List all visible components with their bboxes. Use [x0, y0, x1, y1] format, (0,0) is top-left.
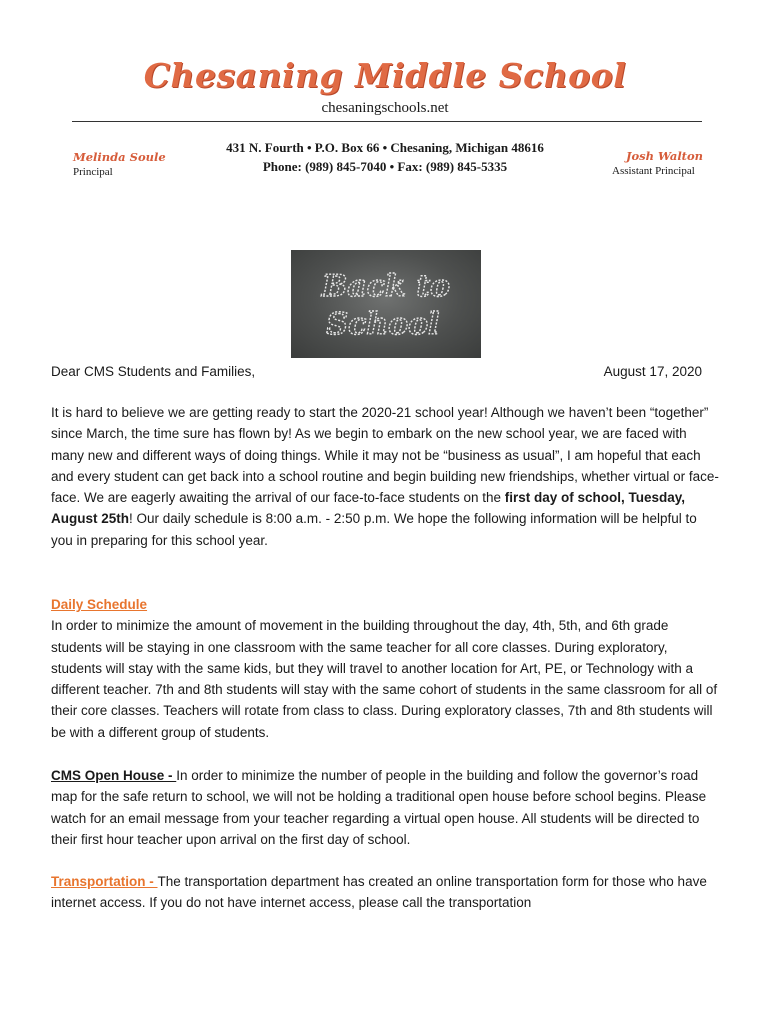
open-house-text: In order to minimize the number of people in the building and follow the governor’s road map for the safe return to school, we will not be holding a traditional open house before school begins. Please watch for an email message from your teacher regarding a virtual open house. All students will be directed to their first hour teacher upon arrival on the first day of school. — [51, 768, 707, 847]
transportation-paragraph — [51, 871, 721, 914]
transportation-heading: Transportation - — [51, 874, 158, 889]
principal-title: Principal — [73, 166, 113, 178]
school-website: chesaningschools.net — [321, 100, 449, 116]
intro-paragraph — [51, 402, 721, 551]
chalkboard-line-2: School — [326, 307, 440, 342]
school-name: Chesaning Middle School — [143, 56, 627, 95]
open-house-heading: CMS Open House - — [51, 768, 177, 783]
daily-schedule-section — [51, 594, 721, 743]
back-to-school-chalkboard-image — [291, 250, 481, 358]
school-address: 431 N. Fourth • P.O. Box 66 • Chesaning, Michigan 48616 — [226, 140, 544, 155]
transportation-text: The transportation department has created an online transportation form for those who have internet access. If you do not have internet access, please call the transportation — [51, 874, 707, 911]
principal-name: Melinda Soule — [73, 150, 166, 164]
letter-date: August 17, 2020 — [603, 364, 702, 379]
intro-text-2: ! Our daily schedule is 8:00 a.m. - 2:50 p.m. We hope the following information will be helpful to you in preparing for this school year. — [51, 511, 697, 548]
intro-text-1: It is hard to believe we are getting ready to start the 2020-21 school year! Although we haven’t been “together” since March, the time sure has flown by! As we begin to embark on the new school year, we are faced with many new and different ways of doing things. While it may not be “business as usual”, I am hopeful that each and every student can get back into a school routine and begin building new friendships, whether virtual or face-face. We are eagerly awaiting the arrival of our face-to-face students on the — [51, 405, 719, 506]
assistant-principal-title: Assistant Principal — [612, 165, 695, 177]
daily-schedule-heading: Daily Schedule — [51, 597, 148, 612]
header-divider — [72, 121, 702, 122]
daily-schedule-text: In order to minimize the amount of movement in the building throughout the day, 4th, 5th, and 6th grade students will be staying in one classroom with the same teacher for all core classes. During exploratory, students will stay with the same kids, but they will travel to another location for Art, PE, or Technology with a different teacher. 7th and 8th students will stay with the same cohort of students in the same classroom for all of their core classes. Teachers will rotate from class to class. During exploratory classes, 7th and 8th students will be with a different group of students. — [51, 618, 718, 740]
letter-greeting: Dear CMS Students and Families, — [51, 364, 256, 379]
assistant-principal-name: Josh Walton — [626, 149, 704, 163]
open-house-paragraph — [51, 765, 721, 850]
school-phone-fax: Phone: (989) 845-7040 • Fax: (989) 845-5335 — [262, 159, 508, 174]
chalkboard-line-1: Back to — [321, 269, 451, 304]
first-day-highlight: first day of school, Tuesday, August 25th — [51, 490, 686, 527]
